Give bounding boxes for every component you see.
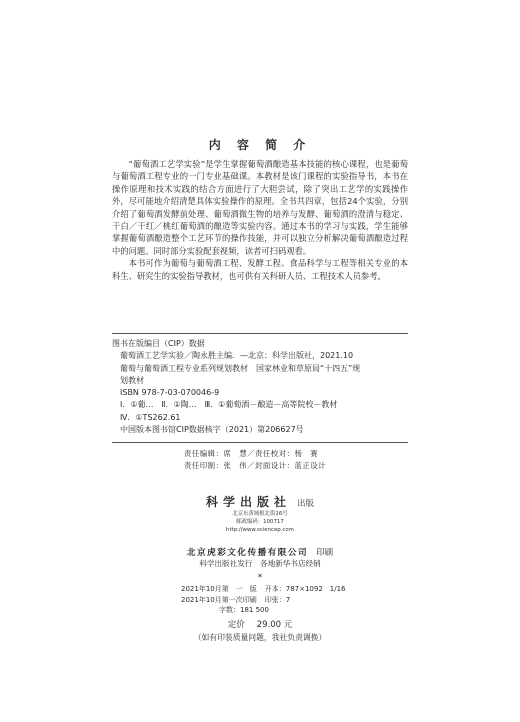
separator-star: * <box>257 573 263 583</box>
publisher-address: 北京东黄城根北街16号 <box>232 511 288 517</box>
format: 开本：787×1092 1/16 <box>264 585 346 593</box>
abstract-paragraph: 本书可作为葡萄与葡萄酒工程、发酵工程、食品科学与工程等相关专业的本科生、研究生的实验指导教材，也可供有关科研人员、工程技术人员参考。 <box>112 258 408 281</box>
staff-line: 责任编辑：席 慧／责任校对：杨 赛 <box>184 449 319 458</box>
abstract <box>112 158 408 282</box>
word-count: 字数：181 500 <box>219 606 269 614</box>
cip-heading: 图书在版编目（CIP）数据 <box>112 339 205 348</box>
cip-isbn: ISBN 978-7-03-070046-9 <box>120 388 220 398</box>
cip-line: 葡萄与葡萄酒工程专业系列规划教材 国家林业和草原局“十四五”规 <box>120 363 361 373</box>
printer-name: 北京虎彩文化传播有限公司 <box>186 548 309 558</box>
publisher-postcode: 邮政编码：100717 <box>236 519 284 525</box>
edition-date: 2021年10月第 一 版 <box>181 585 257 593</box>
cip-classification: Ⅳ．①TS262.61 <box>120 412 181 422</box>
staff-credits <box>184 448 424 472</box>
price-line <box>0 618 520 630</box>
sheets: 印张：7 <box>264 595 291 604</box>
cip-number: 中国版本图书馆CIP数据核字（2021）第206627号 <box>120 425 304 435</box>
quality-notice: （如有印装质量问题，我社负责调换） <box>193 633 327 642</box>
cip-bottom-rule <box>112 442 408 443</box>
cip-classification: Ⅰ．①葡… Ⅱ．①陶… Ⅲ．①葡萄酒－酿造－高等院校－教材 <box>120 400 338 410</box>
printer-block <box>0 540 520 559</box>
cip-line: 葡萄酒工艺学实验／陶永胜主编．—北京：科学出版社，2021.10 <box>120 351 354 361</box>
abstract-paragraph: “葡萄酒工艺学实验”是学生掌握葡萄酒酿造基本技能的核心课程，也是葡萄与葡萄酒工程专业的一门专业基础课。本教材是该门课程的实验指导书，本书在操作原理和技术实践的结合方面进行了大胆尝试，除了突出工艺学的实践操作外，尽可能地介绍清楚具体实验操作的原理。全书共四章，包括24个实验，分别介绍了葡萄酒发酵前处理、葡萄酒微生物的培养与发酵、葡萄酒的澄清与稳定、干白／干红／桃红葡萄酒的酿造等实验内容。通过本书的学习与实践，学生能够掌握葡萄酒酿造整个工艺环节的操作技能，并可以独立分析解决葡萄酒酿造过程中的问题。同时部分实验配套视频，读者可扫码观看。 <box>112 159 408 256</box>
cip-block <box>112 338 408 436</box>
cip-line: 划教材 <box>120 375 144 385</box>
publisher-suffix: 出版 <box>297 499 315 509</box>
print-date: 2021年10月第一次印刷 <box>181 595 257 604</box>
print-specs <box>181 584 381 616</box>
cip-top-rule <box>112 333 408 334</box>
publisher-name: 科学出版社 <box>205 495 291 509</box>
staff-line: 责任印制：张 伟／封面设计：蓝正设计 <box>184 461 327 470</box>
printer-suffix: 印刷 <box>316 548 334 558</box>
price-value: 29.00 元 <box>256 620 293 630</box>
publisher-url: http://www.sciencep.com <box>226 527 294 533</box>
page-title: 内 容 简 介 <box>208 138 312 152</box>
price-label: 定价 <box>227 620 245 630</box>
distribution-line: 科学出版社发行 各地新华书店经销 <box>199 559 321 568</box>
publisher-block <box>0 491 520 534</box>
